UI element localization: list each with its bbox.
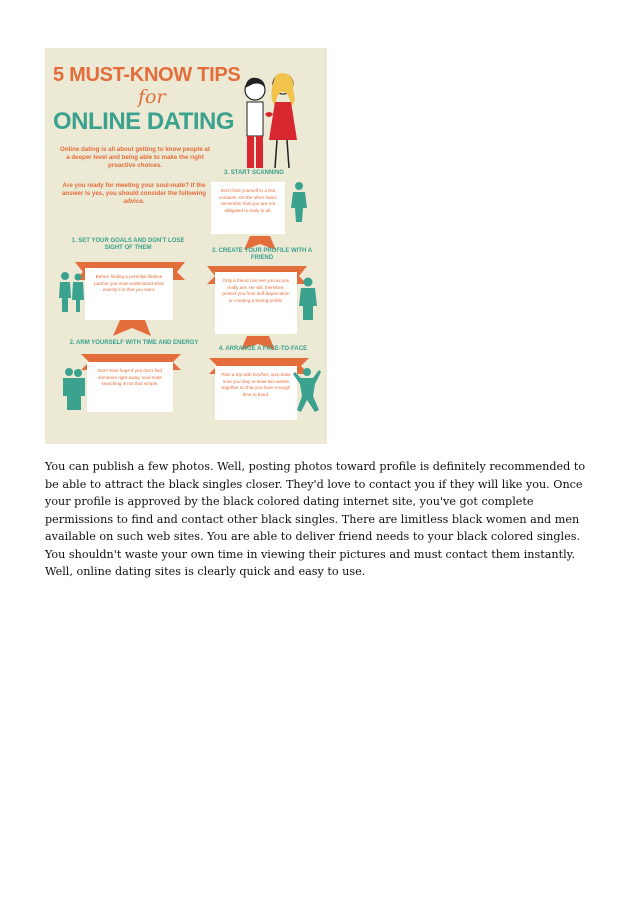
tip-heading-face-to-face: 4. ARRANGE A FACE-TO-FACE bbox=[218, 346, 308, 352]
intro-paragraph-1: Online dating is all about getting to know people at a deeper level and being able to make the right proactive choices. bbox=[60, 146, 210, 169]
infographic-title-for: for bbox=[138, 86, 166, 108]
jumping-person-icon bbox=[291, 366, 323, 414]
tip-card-create-profile bbox=[215, 272, 297, 334]
tip-card-start-scanning bbox=[211, 182, 285, 234]
dating-tips-infographic bbox=[45, 48, 327, 444]
tip-card-arm-yourself bbox=[87, 362, 173, 412]
tip-text-face-to-face: Plan a trip with him/her, and make sure you stay at least two weeks together so that you have enough time to bond. bbox=[221, 372, 291, 397]
infographic-title-line2: ONLINE DATING bbox=[53, 108, 235, 135]
tip-text-create-profile: Only a friend can see you as you really are. He will, therefore, protect you from self-deprecation or creating a boring profile. bbox=[222, 278, 290, 303]
couple-illustration-icon bbox=[225, 62, 325, 180]
intro-paragraph-2: Are you ready for meeting your soul-mate? If the answer is yes, you should consider the following advice. bbox=[61, 182, 207, 205]
tip-heading-set-goals: 1. SET YOUR GOALS AND DON'T LOSE SIGHT OF THEM bbox=[71, 238, 185, 251]
tip-heading-arm-yourself: 2. ARM YOURSELF WITH TIME AND ENERGY bbox=[69, 340, 199, 346]
tip-card-set-goals bbox=[85, 268, 173, 320]
tip-card-face-to-face bbox=[215, 366, 297, 420]
body-paragraph: You can publish a few photos. Well, posting photos toward profile is definitely recommended to be able to attract the black singles closer. They'd love to contact you if they will like you. Once your profile is approved by the black colored dating internet site, you've got complete permissions to find and contact other black singles. There are limitless black women and men available on such web sites. You are able to deliver friend needs to your black colored singles. You shouldn't waste your own time in viewing their pictures and must contact them instantly. Well, online dating sites is clearly quick and easy to use. bbox=[45, 460, 586, 578]
infographic-title-line1: 5 MUST-KNOW TIPS bbox=[53, 64, 241, 86]
hugging-couple-icon bbox=[61, 366, 87, 412]
tip-heading-start-scanning: 3. START SCANNING bbox=[224, 170, 284, 176]
tip-text-start-scanning: Don't limit yourself to a few contacts. On the other hand, remember that you are not obligated to reply to all. bbox=[219, 188, 277, 213]
friends-silhouette-icon bbox=[295, 276, 321, 322]
tip-text-arm-yourself: Don't lose hope if you don't find someone right-away, soul-mate searching is not that simple. bbox=[98, 368, 162, 386]
couple-silhouette-icon bbox=[57, 270, 85, 314]
tip-text-set-goals: Before finding a potential lifetime partner you must understand what exactly it is that you want. bbox=[94, 274, 164, 292]
tip-heading-create-profile: 3. CREATE YOUR PROFILE WITH A FRIEND bbox=[211, 248, 313, 261]
